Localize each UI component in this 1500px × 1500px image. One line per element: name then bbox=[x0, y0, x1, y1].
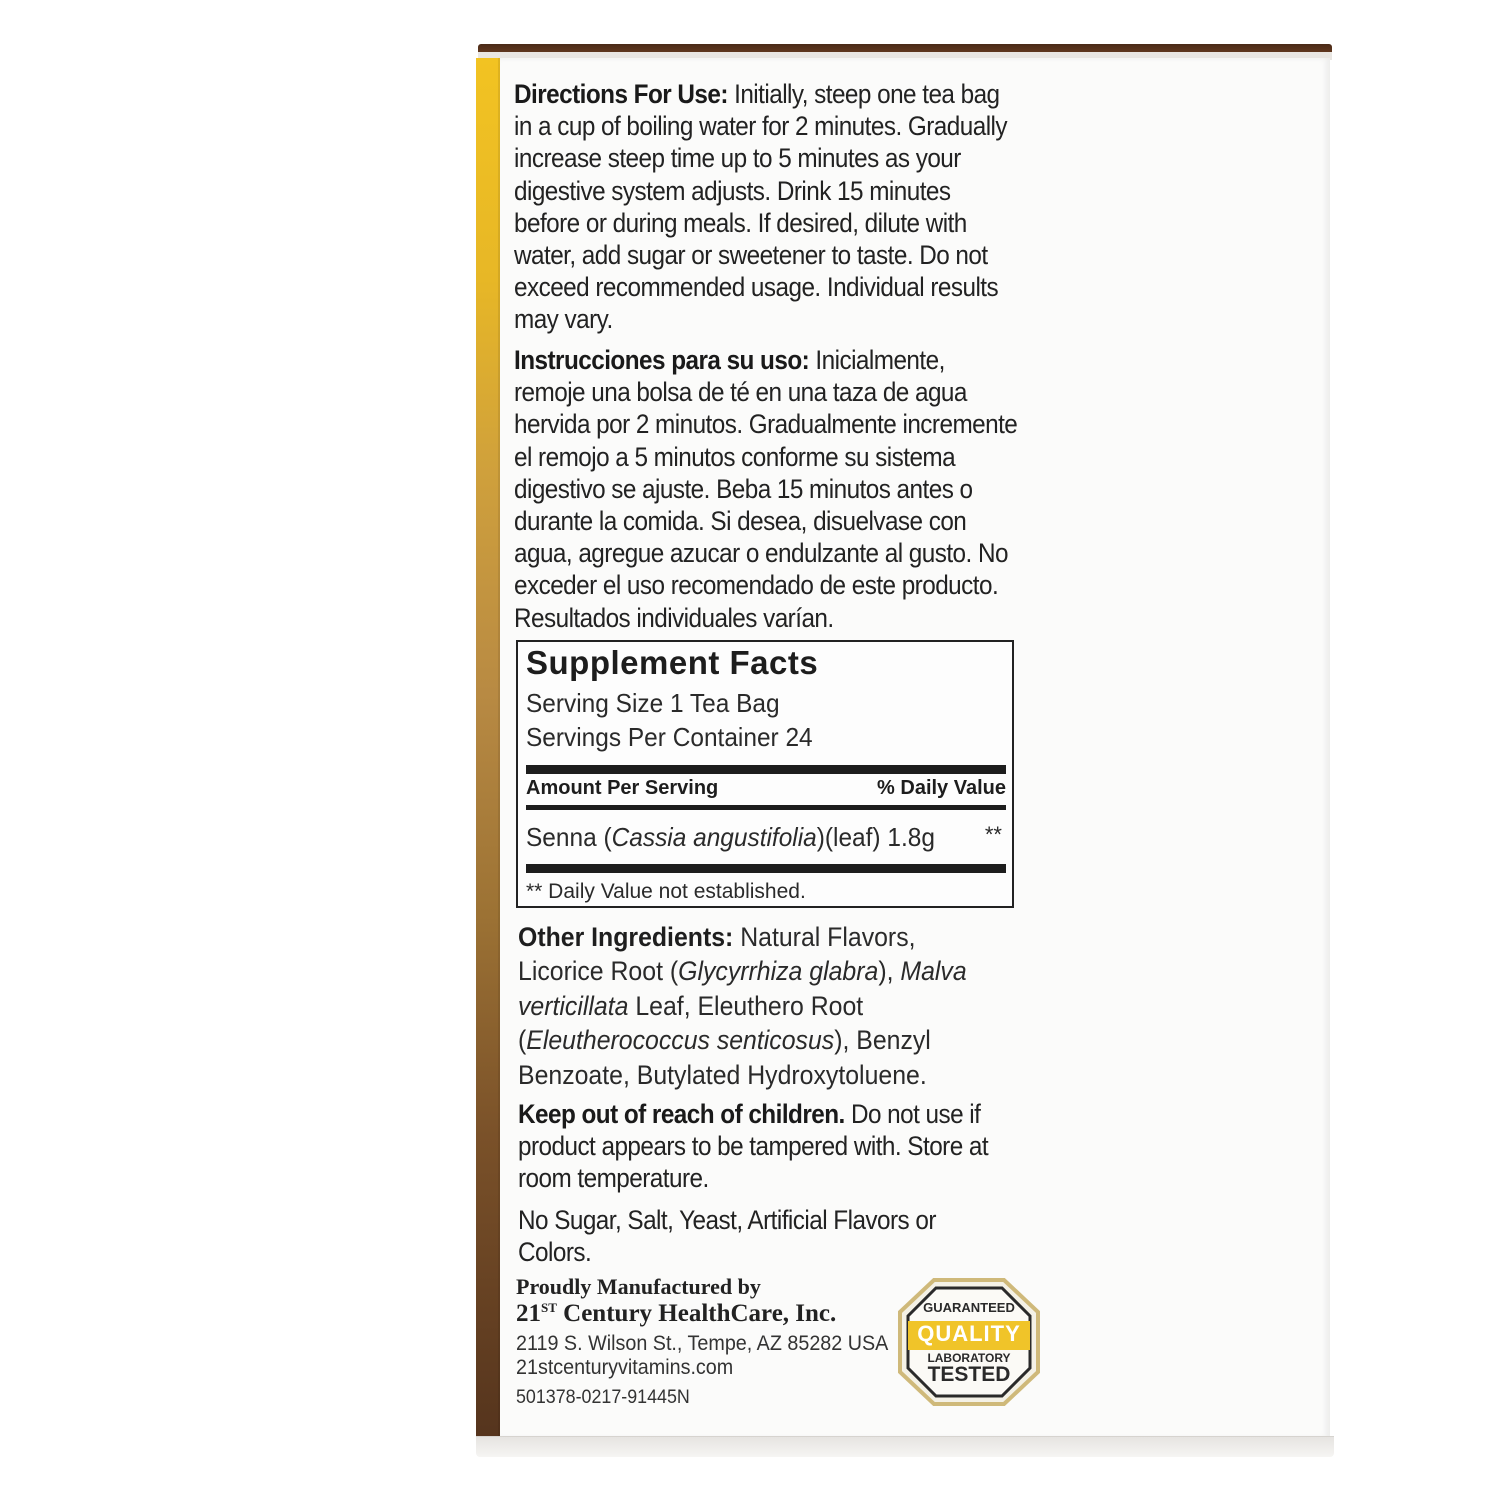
directions-for-use bbox=[514, 78, 1018, 336]
senna-daily-value: ** bbox=[984, 822, 1002, 847]
manufacturer-website: 21stcenturyvitamins.com bbox=[516, 1356, 734, 1379]
senna-latin-name: Cassia angustifolia bbox=[611, 822, 817, 852]
senna-row bbox=[526, 822, 935, 853]
daily-value-header: % Daily Value bbox=[877, 777, 1006, 799]
other-ingredients-text-4: ), Benzyl Benzoate, Butylated Hydroxytoluene. bbox=[518, 1025, 931, 1090]
directions-heading: Directions For Use: bbox=[514, 79, 728, 109]
other-ingredients-text-1: Natural Flavors, Licorice Root ( bbox=[518, 922, 916, 987]
keep-heading: Keep out of reach of children. bbox=[518, 1099, 845, 1129]
eleuthero-latin-name: Eleutherococcus senticosus bbox=[526, 1025, 835, 1056]
seal-quality: QUALITY bbox=[917, 1321, 1021, 1346]
facts-footnote: ** Daily Value not established. bbox=[526, 880, 806, 903]
instrucciones-para-su-uso bbox=[514, 344, 1018, 634]
facts-divider-mid bbox=[526, 805, 1006, 810]
manufacturer-name bbox=[516, 1300, 836, 1328]
no-sugar-statement: No Sugar, Salt, Yeast, Artificial Flavors or Colors. bbox=[518, 1205, 936, 1268]
facts-divider-thick bbox=[526, 765, 1006, 774]
keep-text: Do not use if product appears to be tampered with. Store at room temperature. bbox=[518, 1099, 989, 1194]
seal-guaranteed: GUARANTEED bbox=[923, 1300, 1015, 1315]
product-code: 501378-0217-91445N bbox=[516, 1387, 690, 1408]
seal-laboratory: LABORATORY bbox=[927, 1351, 1011, 1365]
directions-text: Initially, steep one tea bag in a cup of boiling water for 2 minutes. Gradually increase steep time up to 5 minutes as your digestive system adjusts. Drink 15 minutes before or during meals. If desired, dilute with water, add sugar or sweetener to taste. Do not exceed recommended usage. Individual results may vary. bbox=[514, 79, 1008, 335]
senna-part: )(leaf) bbox=[816, 822, 881, 852]
instructions-text: Inicialmente, remoje una bolsa de té en una taza de agua hervida por 2 minutos. Gradualmente incremente el remojo a 5 minutos conforme su sistema digestivo se ajuste. Beba 15 minutos antes o durante la comida. Si desea, disuelvase con agua, agregue azucar o endulzante al gusto. No exceder el uso recomendado de este producto. Resultados individuales varían. bbox=[514, 345, 1018, 633]
keep-out-of-reach-warning bbox=[518, 1098, 1022, 1195]
facts-title: Supplement Facts bbox=[526, 644, 819, 681]
manufacturer-name-prefix: 21 bbox=[516, 1300, 541, 1327]
amount-per-serving-header: Amount Per Serving bbox=[526, 777, 719, 799]
manufacturer-name-rest: Century HealthCare, Inc. bbox=[556, 1300, 837, 1327]
other-ingredients-text-3: Leaf, Eleuthero Root ( bbox=[518, 990, 864, 1056]
licorice-latin-name: Glycyrrhiza glabra bbox=[678, 956, 879, 987]
other-ingredients-heading: Other Ingredients: bbox=[518, 922, 734, 952]
quality-seal bbox=[898, 1278, 1040, 1406]
senna-name: Senna ( bbox=[526, 822, 612, 852]
manufacturer-address: 2119 S. Wilson St., Tempe, AZ 85282 USA bbox=[516, 1332, 889, 1355]
instructions-heading: Instrucciones para su uso: bbox=[514, 345, 810, 375]
serving-size: Serving Size 1 Tea Bag bbox=[526, 688, 780, 718]
servings-per-container: Servings Per Container 24 bbox=[526, 722, 813, 752]
other-ingredients-text-2: ), bbox=[878, 956, 901, 987]
facts-divider-bottom bbox=[526, 864, 1006, 873]
box-bottom-edge bbox=[476, 1436, 1334, 1457]
supplement-facts-panel bbox=[516, 640, 1014, 908]
manufacturer-name-superscript: ST bbox=[541, 1300, 557, 1315]
box-side-panel bbox=[476, 58, 502, 1440]
seal-tested: TESTED bbox=[927, 1363, 1011, 1386]
malva-latin-name: Malva verticillata bbox=[518, 956, 967, 1021]
manufactured-by-label: Proudly Manufactured by bbox=[516, 1274, 761, 1299]
other-ingredients bbox=[518, 920, 996, 1092]
senna-amount: 1.8g bbox=[887, 822, 935, 852]
